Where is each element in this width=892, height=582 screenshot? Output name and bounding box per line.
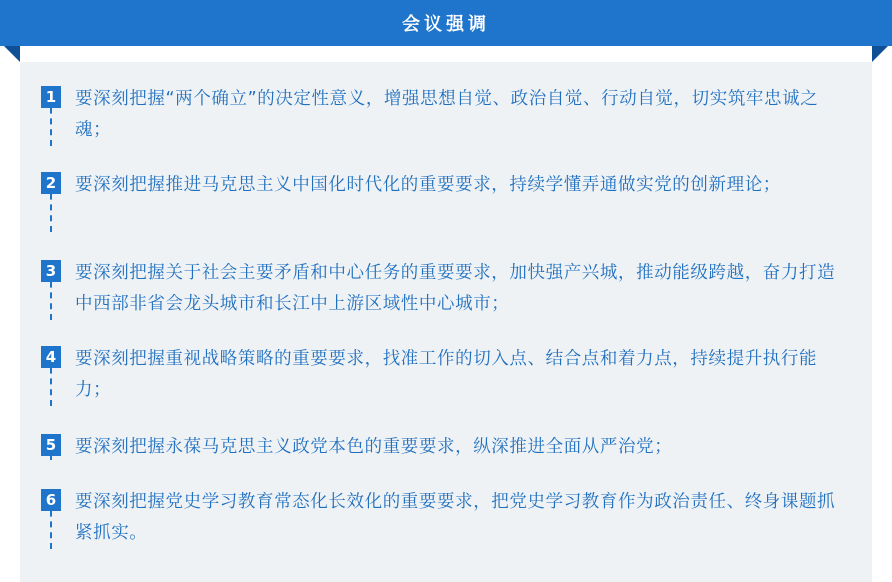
item-number-badge: 2 — [41, 172, 61, 194]
item-text: 要深刻把握党史学习教育常态化长效化的重要要求，把党史学习教育作为政治责任、终身课题抓紧抓实。 — [75, 492, 836, 543]
ribbon-fold-right — [872, 46, 888, 62]
item-text: 要深刻把握关于社会主要矛盾和中心任务的重要要求，加快强产兴城，推动能级跨越，奋力打造中西部非省会龙头城市和长江中上游区域性中心城市； — [75, 263, 836, 314]
ribbon-fold-left — [4, 46, 20, 62]
item-text: 要深刻把握永葆马克思主义政党本色的重要要求，纵深推进全面从严治党； — [75, 437, 673, 457]
item-number-badge: 6 — [41, 489, 61, 511]
content-panel — [20, 62, 872, 582]
item-text: 要深刻把握“两个确立”的决定性意义，增强思想自觉、政治自觉、行动自觉，切实筑牢忠诚之魂； — [75, 89, 819, 140]
item-text: 要深刻把握重视战略策略的重要要求，找准工作的切入点、结合点和着力点，持续提升执行能力； — [75, 349, 818, 400]
item-number-badge: 3 — [41, 260, 61, 282]
item-text: 要深刻把握推进马克思主义中国化时代化的重要要求，持续学懂弄通做实党的创新理论； — [75, 175, 781, 195]
item-number-badge: 4 — [41, 346, 61, 368]
header-title: 会议强调 — [402, 14, 490, 35]
item-number-badge: 1 — [41, 86, 61, 108]
item-number-badge: 5 — [41, 434, 61, 456]
header — [0, 0, 892, 62]
